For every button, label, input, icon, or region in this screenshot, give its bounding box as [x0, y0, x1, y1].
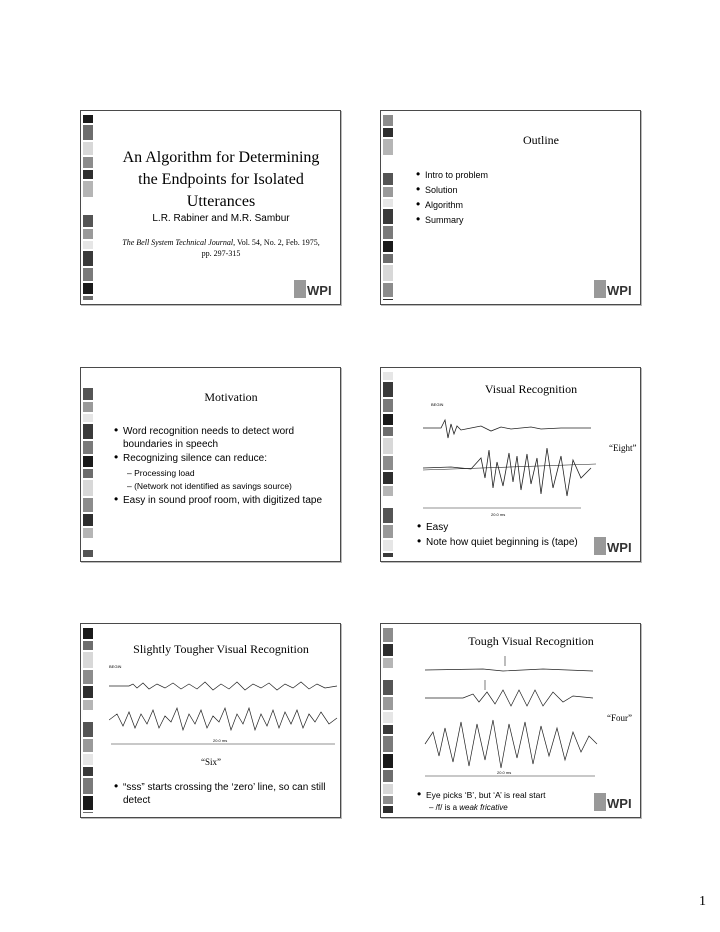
- upper-waveform: [109, 682, 337, 690]
- strip-segment: [83, 469, 93, 478]
- scale-label: 20.0 ms: [491, 512, 506, 517]
- strip-segment: [83, 641, 93, 650]
- slide-title: Slightly Tougher Visual Recognition: [133, 642, 309, 656]
- strip-segment: [383, 697, 393, 710]
- waveform-figure: [423, 652, 603, 782]
- strip-segment: [83, 115, 93, 123]
- strip-segment: [83, 372, 93, 386]
- strip-segment: [83, 652, 93, 668]
- word-label: “Six”: [201, 757, 221, 767]
- strip-segment: [383, 486, 393, 496]
- strip-segment: [383, 796, 393, 804]
- strip-segment: [83, 498, 93, 512]
- citation-detail: , Vol. 54, No. 2, Feb. 1975, pp. 297-315: [201, 238, 320, 258]
- strip-segment: [383, 157, 393, 171]
- citation: [121, 237, 321, 259]
- strip-segment: [383, 139, 393, 155]
- strip-segment: [383, 644, 393, 656]
- strip-segment: [83, 283, 93, 294]
- wpi-logo: [294, 278, 336, 300]
- strip-segment: [83, 157, 93, 168]
- strip-segment: [83, 796, 93, 810]
- strip-segment: [383, 241, 393, 252]
- slide-4: [380, 367, 641, 562]
- strip-segment: [83, 142, 93, 155]
- decorative-strip: [381, 111, 395, 304]
- strip-segment: [383, 658, 393, 668]
- strip-segment: [383, 628, 393, 642]
- scale-label: 20.0 ms: [213, 738, 228, 743]
- strip-segment: [383, 265, 393, 281]
- strip-segment: [83, 767, 93, 776]
- strip-segment: [83, 215, 93, 227]
- strip-segment: [83, 296, 93, 300]
- strip-segment: [83, 778, 93, 794]
- strip-segment: [83, 229, 93, 239]
- decorative-strip: [381, 624, 395, 817]
- strip-segment: [83, 812, 93, 813]
- slide-title: Outline: [523, 133, 559, 147]
- bullet-item: • “sss” starts crossing the ‘zero’ line, so can still detect: [114, 779, 326, 806]
- journal-name: The Bell System Technical Journal: [122, 238, 234, 247]
- strip-segment: [383, 472, 393, 484]
- bullet-item: • Recognizing silence can reduce:: [114, 450, 267, 464]
- lower-waveform: [109, 708, 337, 730]
- decorative-strip: [81, 111, 95, 304]
- strip-segment: [83, 540, 93, 548]
- wpi-logo: [594, 791, 636, 813]
- top-waveform: [425, 669, 593, 671]
- strip-segment: [83, 424, 93, 439]
- bullet-item: • Intro to problem: [416, 167, 489, 181]
- sub-bullet: – Processing load: [127, 468, 195, 478]
- strip-segment: [383, 128, 393, 137]
- strip-segment: [383, 199, 393, 207]
- sub-bullet: – /f/ is a weak fricative: [429, 803, 508, 812]
- bullet-item: • Solution: [416, 182, 458, 196]
- bullet-item: • Algorithm: [416, 197, 464, 211]
- strip-segment: [83, 251, 93, 266]
- strip-segment: [383, 540, 393, 551]
- wpi-logo-text: WPI: [607, 283, 632, 298]
- strip-segment: [83, 754, 93, 765]
- slide-title: Tough Visual Recognition: [468, 634, 594, 648]
- strip-segment: [383, 438, 393, 454]
- authors: L.R. Rabiner and M.R. Sambur: [152, 213, 290, 224]
- bullet-item: • Eye picks ‘B’, but ‘A’ is real start: [417, 787, 546, 801]
- strip-segment: [383, 525, 393, 538]
- wpi-logo-text: WPI: [307, 283, 332, 298]
- wpi-logo: [594, 278, 636, 300]
- strip-segment: [383, 372, 393, 380]
- waveform-figure: [109, 662, 339, 762]
- bullet-item: • Note how quiet beginning is (tape): [417, 534, 578, 548]
- strip-segment: [383, 187, 393, 197]
- strip-segment: [383, 173, 393, 185]
- slide-title: An Algorithm for Determining the Endpoints for Isolated Utterances: [122, 149, 320, 210]
- strip-segment: [383, 209, 393, 224]
- strip-segment: [83, 441, 93, 454]
- strip-segment: [383, 456, 393, 470]
- strip-segment: [383, 414, 393, 425]
- bullet-item: • Easy: [417, 519, 449, 533]
- scale-label: 20.0 ms: [497, 770, 512, 775]
- strip-segment: [83, 241, 93, 249]
- strip-segment: [83, 480, 93, 496]
- bullet-item: • Easy in sound proof room, with digitized tape: [114, 492, 322, 506]
- strip-segment: [383, 806, 393, 813]
- strip-segment: [383, 427, 393, 436]
- waveform-figure: [421, 398, 601, 518]
- strip-segment: [383, 770, 393, 782]
- strip-segment: [83, 686, 93, 698]
- middle-waveform: [425, 690, 593, 706]
- bottom-waveform: [425, 720, 597, 768]
- strip-segment: [383, 283, 393, 297]
- wpi-logo-text: WPI: [607, 796, 632, 811]
- decorative-strip: [81, 368, 95, 561]
- word-label: “Four”: [607, 713, 632, 723]
- strip-segment: [83, 670, 93, 684]
- strip-segment: [383, 670, 393, 678]
- strip-segment: [83, 199, 93, 213]
- strip-segment: [83, 739, 93, 752]
- upper-waveform: [423, 420, 591, 438]
- strip-segment: [83, 170, 93, 179]
- strip-segment: [383, 299, 393, 300]
- wpi-logo: [594, 535, 636, 557]
- strip-segment: [383, 712, 393, 723]
- strip-segment: [83, 268, 93, 281]
- strip-segment: [83, 414, 93, 422]
- lower-waveform: [423, 448, 591, 496]
- strip-segment: [383, 553, 393, 557]
- strip-segment: [83, 628, 93, 639]
- strip-segment: [83, 550, 93, 557]
- strip-segment: [83, 456, 93, 467]
- strip-segment: [383, 115, 393, 126]
- decorative-strip: [381, 368, 395, 561]
- word-label: “Eight”: [609, 443, 637, 453]
- bullet-item: • Word recognition needs to detect word boundaries in speech: [114, 423, 295, 450]
- begin-label: BEGIN: [109, 664, 122, 669]
- strip-segment: [83, 388, 93, 400]
- strip-segment: [383, 226, 393, 239]
- strip-segment: [383, 399, 393, 412]
- strip-segment: [83, 402, 93, 412]
- page-number: 1: [699, 894, 706, 909]
- strip-segment: [83, 700, 93, 710]
- slide-1: [80, 110, 341, 305]
- strip-segment: [383, 784, 393, 794]
- decorative-strip: [81, 624, 95, 817]
- strip-segment: [383, 508, 393, 523]
- strip-segment: [83, 712, 93, 720]
- strip-segment: [83, 722, 93, 737]
- strip-segment: [383, 725, 393, 734]
- strip-segment: [383, 382, 393, 397]
- slide-title: Visual Recognition: [484, 382, 578, 396]
- strip-segment: [83, 125, 93, 140]
- slide-2: [380, 110, 641, 305]
- bullet-item: • Summary: [416, 212, 464, 226]
- strip-segment: [83, 514, 93, 526]
- sub-bullet: – (Network not identified as savings source): [127, 481, 292, 491]
- slide-5: [80, 623, 341, 818]
- slide-6: [380, 623, 641, 818]
- strip-segment: [83, 181, 93, 197]
- slide-3: [80, 367, 341, 562]
- strip-segment: [383, 680, 393, 695]
- begin-label: BEGIN: [431, 402, 444, 407]
- wpi-logo-text: WPI: [607, 540, 632, 555]
- strip-segment: [83, 528, 93, 538]
- strip-segment: [383, 254, 393, 263]
- strip-segment: [383, 498, 393, 506]
- strip-segment: [383, 754, 393, 768]
- strip-segment: [383, 736, 393, 752]
- slide-title: Motivation: [204, 390, 258, 404]
